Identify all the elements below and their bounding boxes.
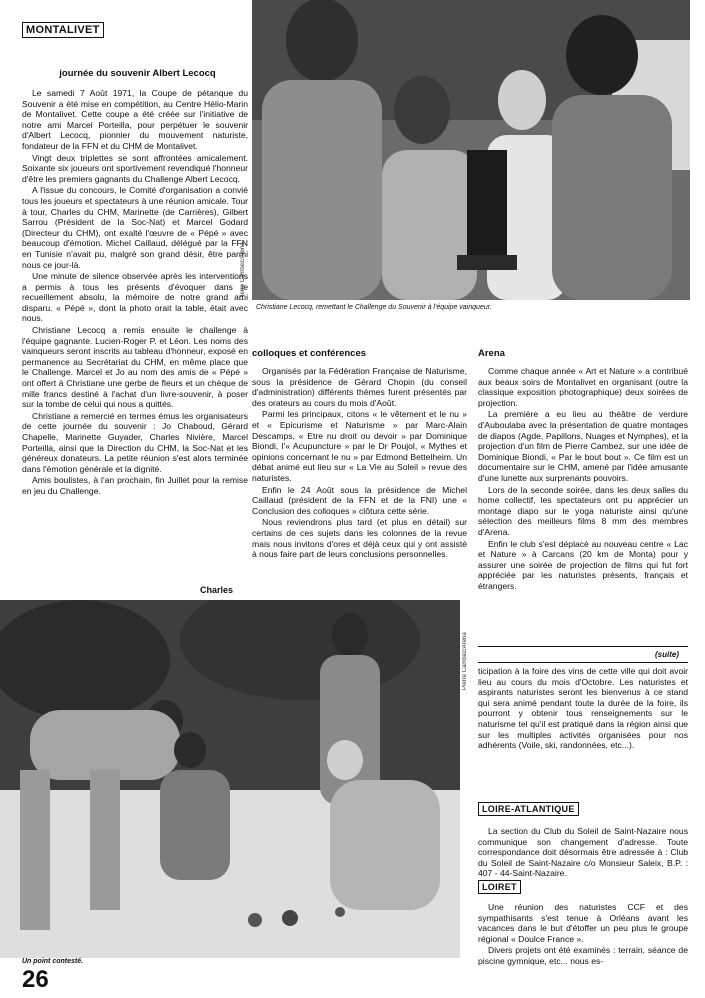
article-body-colloques [252,366,467,606]
article-body-arena [478,366,688,606]
suite-label: (suite) [655,650,679,659]
photo-credit-1: Pierre Cambez/Arena [240,242,246,300]
photo-petanque-game [0,600,460,958]
paragraph: La première a eu lieu au théâtre de verdure d'Auboulaba avec la présentation de quatre montages de diapos (Agde, Papillons, Nuages et Nymphes), et la projection d'un film de Pierre Cambez, sur une idée de Dominique Biondi, « Par le bout bout ». Ce film est un documentaire sur le CHM, amené par l'idée amusante d'une lunette aux surprenants pouvoirs. [478,409,688,483]
page-number: 26 [22,966,49,993]
article-signature: Charles [200,585,234,595]
paragraph: Enfin le 24 Août sous la présidence de Michel Caillaud (président de la FFN et de la FNI) une « Conclusion des colloques » clôtura cette série. [252,484,467,516]
paragraph: Une réunion des naturistes CCF et des sympathisants s'est tenue à Orléans avant les vacances dans le but d'étoffer un peu plus le groupe régional « Doulce France ». [478,902,688,944]
divider-rule [478,646,688,647]
region-heading-loiret: LOIRET [478,880,521,894]
article-body-loire-atlantique [478,826,688,886]
article-title-colloques: colloques et conférences [252,348,367,359]
photo-credit-2: Pierre Cambez/Arena [462,632,468,690]
paragraph: Le samedi 7 Août 1971, la Coupe de pétanque du Souvenir a été mise en compétition, au Centre Hélio-Marin de Montalivet. Cette coupe a été créée sur l'initiative de notre ami Marcel Porteilla, pour perpétuer le souvenir d'Albert Lecocq, pionnier du mouvement naturiste, fondateur de la FFN et du CHM de Montalivet. [22,88,248,151]
paragraph: Christiane Lecocq a remis ensuite le challenge à l'équipe gagnante. Lucien-Roger P. et Léon. Les noms des vainqueurs seront inscrits au tableau d'honneur, exposé en permanence au Secrétariat du CHM, en même place que le Challenge. Marcel et Jo au nom des amis de « Pépé » ont offert à Christiane une gerbe de fleurs et un chèque de mille francs destiné à l'achat d'un livre-souvenir, à poser sur la tombe de celui qui nous a quittés. [22,325,248,410]
article-title-arena: Arena [478,348,505,359]
article-body-loiret [478,902,688,972]
photo-trophy-illustration [252,0,690,300]
paragraph: Organisés par la Fédération Française de Naturisme, sous la présidence de Gérard Chopin (du conseil d'administration) différents thèmes furent présentés par des orateurs au cours du mois d'Août. [252,366,467,408]
paragraph: La section du Club du Soleil de Saint-Nazaire nous communique son changement d'adresse. Toute correspondance doit désormais être adressée à : Club du Soleil de Saint-Nazaire c/o Monsieur Saleix, B.P. : 407 - 44-Saint-Nazaire. [478,826,688,879]
article-body-souvenir [22,88,248,588]
paragraph: Vingt deux triplettes se sont affrontées amicalement. Soixante six joueurs ont sportivement revendiqué l'honneur d'être les premiers gagnants du Challenge Albert Lecocq. [22,152,248,184]
photo-caption-1: Christiane Lecocq, remettant le Challenge du Souvenir à l'équipe vainqueur. [256,304,492,311]
paragraph: Nous reviendrons plus tard (et plus en détail) sur certains de ces sujets dans les colonnes de la revue mais nous invitons d'ores et déjà ceux qui y ont assisté à nous faire part de leurs conclusions personnelles. [252,517,467,560]
article-title-souvenir: journée du souvenir Albert Lecocq [59,68,216,79]
paragraph: Une minute de silence observée après les interventions a permis à tous les présents d'évoquer dans le recueillement absolu, la mémoire de notre grand ami disparu. « Pépé », dont la photo orait la table, était avec nous. [22,271,248,324]
paragraph: A l'issue du concours, le Comité d'organisation a convié tous les joueurs et spectateurs à une réunion amicale. Tour à tour, Charles du CHM, Marinette (de Carrières), Gilbert Sarrou (Président de la Soc-Nat) et Marcel Godard (Directeur du CHM), ont exalté l'œuvre de « Pépé » avec beaucoup d'émotion. Michel Caillaud, délégué par la FFN en Tunisie n'avait pu, malgré son grand désir, être parmi nous ce jour-là. [22,185,248,270]
paragraph: Amis boulistes, à l'an prochain, fin Juillet pour la remise en jeu du Challenge. [22,475,248,496]
photo-caption-2: Un point contesté. [22,958,84,965]
paragraph: Divers projets ont été examinés : terrain, séance de piscine gymnique, etc... nous es- [478,945,688,966]
region-heading-loire-atlantique: LOIRE-ATLANTIQUE [478,802,579,816]
section-label: MONTALIVET [22,22,104,38]
paragraph: ticipation à la foire des vins de cette ville qui doit avoir lieu au cours du mois d'Octobre. Les naturistes et aspirants naturistes seront les bienvenus à ce stand qui sera animé pendant toute la durée de la foire, ils pourront y obtenir tous renseignements sur le naturisme tel qu'il est pratiqué dans la région ainsi que sur les multiples activités organisées pour nos adhérents (Voile, ski, randonnées, etc...). [478,666,688,751]
paragraph: Comme chaque année « Art et Nature » a contribué aux beaux soirs de Montalivet en organisant (outre la classique exposition photographique) deux soirées de projection. [478,366,688,408]
photo-trophy-presentation [252,0,690,300]
paragraph: Lors de la seconde soirée, dans les deux salles du home collectif, les spectateurs ont pu apprécier un montage diapo sur le yoga naturiste ainsi qu'une sélection des meilleurs films 8 mm des membres d'Arena. [478,484,688,537]
photo-petanque-illustration [0,600,460,958]
divider-rule [478,662,688,663]
paragraph: Parmi les principaux, citons « le vêtement et le nu » et « Epicurisme et Naturisme » par Marc-Alain Descamps, « Etre nu droit ou devoir » par Dominique Biondi, l'« Acupuncture » par le Dr Poujol, « Mythes et opinions concernant le nu » par Edmond Bettelheim. Un débat animé eut lieu sur « La Vie au Soleil » revue des naturistes. [252,409,467,483]
paragraph: Christiane a remercié en termes émus les organisateurs de cette journée du souvenir : Jo Chaboud, Gérard Chapelle, Marinette Guyader, Charles Nivière, Marcel Porteilla, ainsi que la Direction du CHM, la Soc-Nat et les généreux donateurs. La petite réunion s'est alors terminée dans l'émotion générale et la dignité. [22,410,248,474]
paragraph: Enfin le club s'est déplacé au nouveau centre « Lac et Nature » à Carcans (20 km de Monta) pour y assurer une soirée de projection de films qui fut fort appréciée par les naturistes présents, français et étrangers. [478,538,688,591]
article-body-suite [478,666,688,778]
